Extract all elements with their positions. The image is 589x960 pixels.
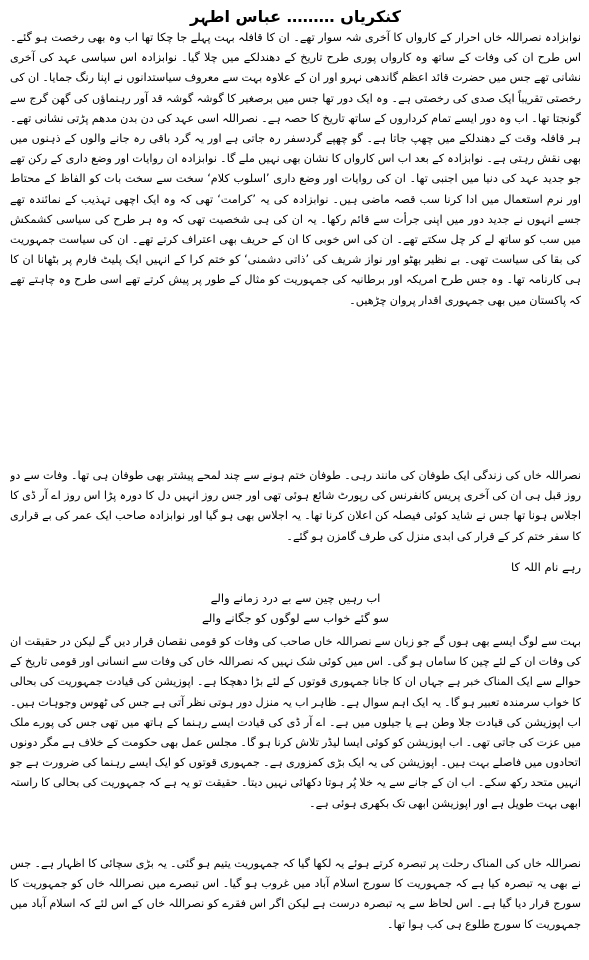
- column-title: کنکریاں ……… عباس اطہر: [190, 7, 401, 26]
- paragraph-3: بہت سے لوگ ایسے بھی ہوں گے جو زبان سے نصراللہ خاں صاحب کی وفات کو قومی نقصان قرار دیں گے لیکن در حقیقت ان کی وفات ان کے لئے چین کا ساماں ہو گی۔ اس میں کوئی شک نہیں کہ نصراللہ خاں کی وفات سے انسانی اور قومی تاریخ کے حوالے سے ایک المناک خبر ہے جہاں ان کا جانا جمہوری قوتوں کے لئے بڑا دھچکا ہے۔ اپوزیشن کی قیادت جمہوریت کی بحالی کا خواب سرمندہ تعبیر ہو گا۔ یہ ایک اہم سوال ہے۔ ظاہر اب یہ منزل دور ہوتی نظر آتی ہے جس کی ٹھوس وجوہات ہیں۔ اب اپوزیشن کی قیادت جلا وطن ہے یا جیلوں میں ہے۔ اے آر ڈی کی قیادت ایسے رہنما کے ہاتھ میں تھی جس کی پورے ملک میں عزت کی جاتی تھی۔ اب اپوزیشن کو کوئی ایسا لیڈر تلاش کرنا ہو گا۔ مجلس عمل بھی حکومت کے خلاف ہے مگر دونوں اتحادوں میں فاصلے بہت ہیں۔ اپوزیشن کی یہ ایک بڑی کمزوری ہے۔ جمہوری قوتوں کو ایک ایسے رہنما کی ضرورت ہے جو انہیں متحد رکھ سکے۔ اب ان کے جانے سے یہ خلا پُر ہوتا دکھائی نہیں دیتا۔ حقیقت تو یہ ہے کہ جمہوریت کی بحالی کا راستہ ابھی بہت طویل ہے اور اپوزیشن ابھی تک بکھری ہوئی ہے۔: [10, 635, 581, 810]
- couplet: [10, 588, 581, 628]
- paragraph-4: نصراللہ خاں کی المناک رحلت پر تبصرہ کرتے ہوئے یہ لکھا گیا کہ جمہوریت یتیم ہو گئی۔ یہ بڑی سچائی کا اظہار ہے۔ جس نے بھی یہ تبصرہ کیا ہے کہ جمہوریت کا سورج اسلام آباد میں غروب ہو گیا۔ اس تبصرے میں نصراللہ خاں کو جمہوریت کا سورج قرار دیا گیا ہے۔ اس لحاظ سے یہ تبصرہ درست ہے لیکن اگر اس فقرے کو نصراللہ خاں کے اس لئے کہ اسلام آباد میں جمہوریت کا سورج طلوع ہی کب ہوا تھا۔: [10, 857, 581, 931]
- couplet-line-1: اب رہیں چین سے بے درد زمانے والے: [210, 591, 381, 605]
- signoff: رہے نام اللہ کا: [510, 560, 581, 574]
- paragraph-2: نصراللہ خاں کی زندگی ایک طوفان کی مانند رہی۔ طوفان ختم ہونے سے چند لمحے پیشتر بھی طوفان ہی تھا۔ وفات سے دو روز قبل ہی ان کی آخری پریس کانفرنس کی رپورٹ شائع ہوئی تھی اور جس روز انہیں دل کا دورہ پڑا اس روز اے آر ڈی کا اجلاس ہونا تھا جس نے شاید کوئی فیصلہ کن اعلان کرنا تھا۔ یہ اجلاس بھی ہو گیا اور نوابزادہ صاحب ایک عمر کی بے قراری کا سفر ختم کر کے قرار کی ابدی منزل کی طرف گامزن ہو گئے۔: [10, 469, 581, 543]
- paragraph-1: نوابزادہ نصراللہ خاں احرار کے کارواں کا آخری شہ سوار تھے۔ ان کا قافلہ بہت پہلے جا چکا تھا اب وہ بھی رخصت ہو گئے۔ اس طرح ان کی وفات کے ساتھ وہ کارواں پوری طرح تاریخ کے دھندلکے میں چلا گیا۔ نوابزادہ اس سیاسی عہد کی آخری نشانی تھے جس میں حضرت قائد اعظم گاندھی نہرو اور ان کے علاوہ بہت سے معروف سیاستدانوں نے اپنا رنگ جمایا۔ ان کی رخصتی تقریباً ایک صدی کی رخصتی ہے۔ وہ ایک دور تھا جس میں برصغیر کا گوشہ گوشہ قد آور رہنماؤں کی گھن گرج سے گونجتا تھا۔ اب وہ دور ایسے تمام کرداروں کے ساتھ تاریخ کا حصہ ہے۔ نصراللہ اسی عہد کی دن بدن مدھم پڑتی نشانی تھے۔ ہر قافلہ وقت کے دھندلکے میں چھپ جاتا ہے۔ گو چھپے گردسفر رہ جاتی ہے اور یہ گرد باقی رہ جانے والوں کے ذہنوں میں بھی نقش رہتی ہے۔ نوابزادہ کے بعد اب اس کارواں کا نشان بھی نہیں ملے گا۔ نوابزادہ ان روایات اور وضع داری کے رکن تھے جو جدید عہد کی دنیا میں اجنبی تھا۔ ان کی روایات اور وضع داری ’اسلوب کلام‘ سخت سے سخت بات کو الفاظ کے محتاط اور نرم استعمال میں ادا کرنا سب قصہ ماضی ہیں۔ نوابزادہ کی یہ ’کرامت‘ تھی کہ وہ ایک اچھی تہذیب کے نمائندہ تھے جسے انہوں نے جدید دور میں اپنی جرأت سے قائم رکھا۔ یہ ان کی ہی شخصیت تھی کہ وہ ہر طرح کی سیاسی کشمکش میں سب کو ساتھ لے کر چل سکتے تھے۔ ان کی اس خوبی کا ان کے حریف بھی اعتراف کرتے تھے۔ ان کی سیاست جمہوریت کی بقا کی سیاست تھی۔ بے نظیر بھٹو اور نواز شریف کی ’ذاتی دشمنی‘ کو ختم کرا کے انہیں ایک پلیٹ فارم پر بٹھانا ان کا ہی کارنامہ تھا۔ وہ جس طرح امریکہ اور برطانیہ کی جمہوریت کو مثال کے طور پر پیش کرتے تھے اسی طرح وہ چاہتے تھے کہ پاکستان میں بھی جمہوری اقدار پروان چڑھیں۔: [10, 31, 581, 307]
- couplet-line-2: سو گئے خواب سے لوگوں کو جگانے والے: [202, 611, 389, 625]
